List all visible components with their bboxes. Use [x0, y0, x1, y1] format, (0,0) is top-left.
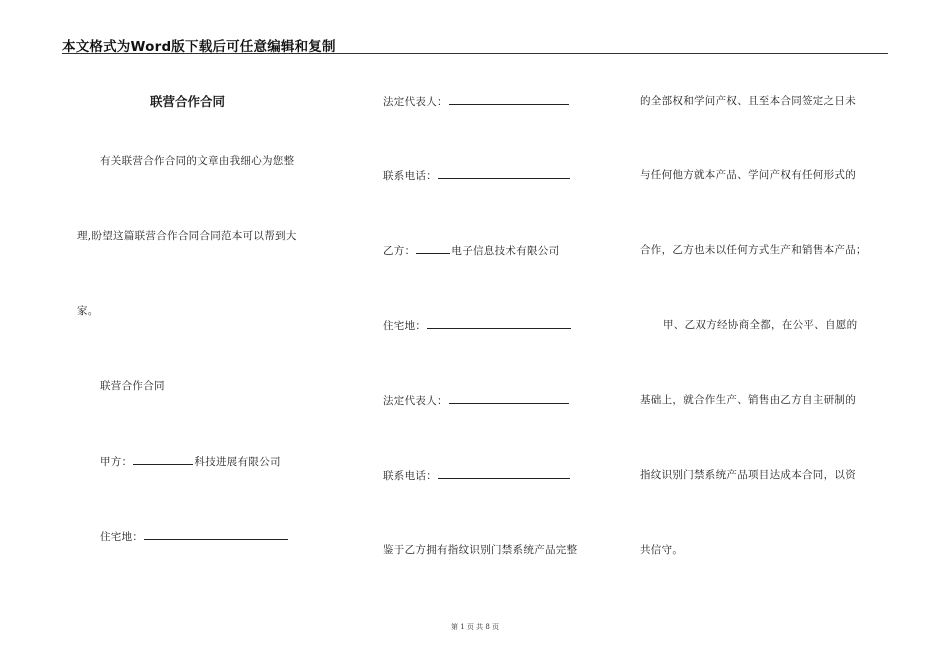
agreement-line-4: 共信守。 [640, 544, 684, 556]
party-a-address-line [100, 529, 289, 544]
party-a-rep-label: 法定代表人： [383, 96, 448, 108]
party-a-phone-blank [438, 168, 570, 179]
party-a-suffix: 科技进展有限公司 [194, 456, 281, 468]
party-b-rep-line [383, 393, 570, 408]
contract-heading: 联营合作合同 [100, 380, 165, 392]
document-banner: 本文格式为Word版下载后可任意编辑和复制 [62, 39, 336, 55]
party-b-rep-label: 法定代表人： [383, 395, 448, 407]
agreement-line-1: 甲、乙双方经协商全都，在公平、自愿的 [663, 319, 858, 331]
paragraph-intro-2: 理,盼望这篇联营合作合同合同范本可以帮到大 [77, 230, 297, 242]
party-b-label: 乙方： [383, 245, 416, 257]
party-a-line [100, 454, 281, 469]
party-b-line [383, 243, 559, 258]
party-b-phone-blank [438, 468, 570, 479]
page-number: 第 1 页 共 8 页 [450, 623, 500, 631]
party-a-address-blank [144, 529, 288, 540]
party-b-suffix: 电子信息技术有限公司 [451, 245, 560, 257]
recital-line-4: 合作，乙方也未以任何方式生产和销售本产品； [640, 244, 867, 256]
party-b-address-blank [427, 318, 571, 329]
recital-line-1: 鉴于乙方拥有指纹识别门禁系统产品完整 [383, 544, 578, 556]
document-title: 联营合作合同 [150, 94, 226, 109]
header-rule [62, 53, 888, 54]
recital-line-3: 与任何他方就本产品、学问产权有任何形式的 [640, 169, 856, 181]
party-a-phone-line [383, 168, 571, 183]
party-a-rep-line [383, 94, 570, 109]
party-a-address-label: 住宅地： [100, 531, 144, 543]
party-a-rep-blank [449, 94, 569, 105]
party-a-label: 甲方： [100, 456, 133, 468]
party-b-address-label: 住宅地： [383, 320, 427, 332]
party-b-rep-blank [449, 393, 569, 404]
party-a-blank [133, 454, 193, 465]
agreement-line-2: 基础上，就合作生产、销售由乙方自主研制的 [640, 394, 856, 406]
party-b-phone-label: 联系电话： [383, 470, 437, 482]
recital-line-2: 的全部权和学问产权、且至本合同签定之日未 [640, 95, 856, 107]
agreement-line-3: 指纹识别门禁系统产品项目达成本合同，以资 [640, 469, 856, 481]
party-b-phone-line [383, 468, 571, 483]
party-b-blank [416, 243, 450, 254]
party-a-phone-label: 联系电话： [383, 170, 437, 182]
paragraph-intro-1: 有关联营合作合同的文章由我细心为您整 [100, 155, 295, 167]
party-b-address-line [383, 318, 572, 333]
paragraph-intro-3: 家。 [77, 305, 99, 317]
